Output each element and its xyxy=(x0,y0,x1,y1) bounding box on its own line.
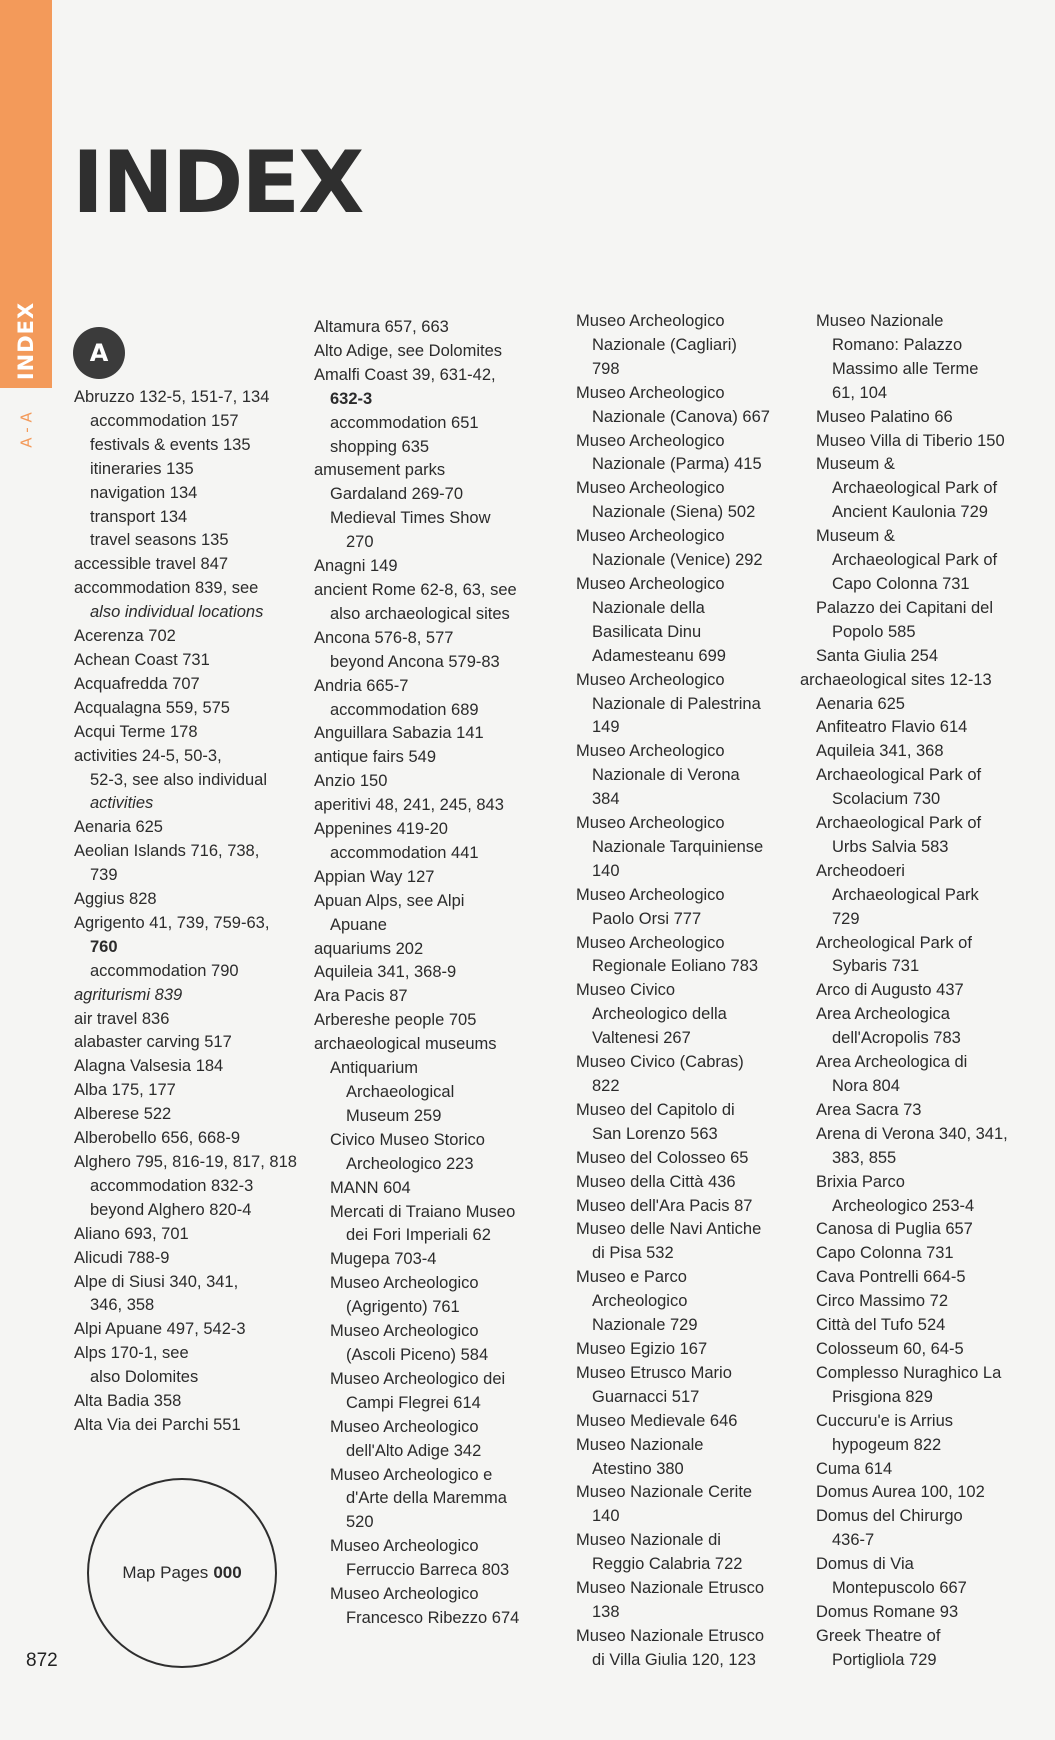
index-entry: Città del Tufo 524 xyxy=(816,1316,946,1335)
index-entry: dell'Acropolis 783 xyxy=(832,1029,961,1048)
index-entry: Apuan Alps, see Alpi xyxy=(314,891,465,910)
index-entry: 140 xyxy=(592,1507,620,1526)
index-entry: Appenines 419-20 xyxy=(314,820,448,839)
index-entry: accessible travel 847 xyxy=(74,555,229,574)
index-entry: Agrigento 41, 739, 759-63, xyxy=(74,913,270,932)
index-entry: accommodation 839, see xyxy=(74,579,259,598)
index-entry: Museo Archeologico xyxy=(576,527,725,546)
index-entry: Museo Archeologico xyxy=(576,431,725,450)
index-entry: Paolo Orsi 777 xyxy=(592,909,702,928)
index-entry: Atestino 380 xyxy=(592,1459,684,1478)
index-entry: Canosa di Puglia 657 xyxy=(816,1220,973,1239)
index-entry: Arco di Augusto 437 xyxy=(816,981,964,1000)
index-entry: Museo Archeologico xyxy=(576,670,725,689)
index-entry: (Ascoli Piceno) 584 xyxy=(346,1345,489,1364)
index-entry: accommodation 689 xyxy=(330,700,479,719)
index-entry: 798 xyxy=(592,359,620,378)
index-entry: Andria 665-7 xyxy=(314,676,409,695)
index-entry: Alba 175, 177 xyxy=(74,1081,176,1100)
index-entry: Alpe di Siusi 340, 341, xyxy=(74,1272,239,1291)
index-entry: Nazionale della xyxy=(592,598,705,617)
index-entry: 52-3, see also individual xyxy=(90,770,268,789)
index-entry: Archaeological Park of xyxy=(832,479,998,498)
index-entry: Museo Archeologico xyxy=(576,574,725,593)
index-entry: accommodation 441 xyxy=(330,843,479,862)
index-entry: Nazionale (Venice) 292 xyxy=(592,551,763,570)
map-pages-circle xyxy=(87,1478,277,1668)
index-entry: Nazionale (Canova) 667 xyxy=(592,407,770,426)
index-entry: Anguillara Sabazia 141 xyxy=(314,724,484,743)
index-entry: Romano: Palazzo xyxy=(832,335,963,354)
index-entry: Museum & xyxy=(816,527,895,546)
index-entry: 140 xyxy=(592,861,620,880)
index-entry: Aeolian Islands 716, 738, xyxy=(74,842,260,861)
index-entry: 384 xyxy=(592,790,620,809)
index-entry: Anzio 150 xyxy=(314,772,388,791)
index-entry: Francesco Ribezzo 674 xyxy=(346,1608,520,1627)
index-entry: Alps 170-1, see xyxy=(74,1344,189,1363)
index-entry: Domus di Via xyxy=(816,1555,914,1574)
index-entry: Museo Archeologico xyxy=(576,479,725,498)
index-entry: Sybaris 731 xyxy=(832,957,920,976)
index-entry: Reggio Calabria 722 xyxy=(592,1555,743,1574)
index-entry: accommodation 790 xyxy=(90,961,239,980)
index-entry: Alto Adige, see Dolomites xyxy=(314,341,503,360)
index-entry: d'Arte della Maremma xyxy=(346,1489,507,1508)
index-entry: Ancient Kaulonia 729 xyxy=(832,503,988,522)
index-entry: Nazionale (Siena) 502 xyxy=(592,503,756,522)
index-entry: Archeodoeri xyxy=(816,861,905,880)
index-entry: travel seasons 135 xyxy=(90,531,229,550)
index-entry: Brixia Parco xyxy=(816,1172,905,1191)
index-entry: Museo Nazionale xyxy=(816,312,944,330)
index-entry: Museo della Città 436 xyxy=(576,1172,736,1191)
index-entry: Museo Archeologico xyxy=(330,1274,479,1293)
index-entry: Museo Archeologico xyxy=(576,814,725,833)
index-entry: Nora 804 xyxy=(832,1077,900,1095)
index-entry: Museo Nazionale xyxy=(576,1435,704,1454)
index-entry: Museo Archeologico dei xyxy=(330,1369,506,1388)
index-entry: accommodation 651 xyxy=(330,413,479,432)
index-entry: Nazionale di Palestrina xyxy=(592,694,761,713)
index-column-3 xyxy=(576,310,770,1673)
index-entry: Domus del Chirurgo xyxy=(816,1507,963,1526)
index-entry: Guarnacci 517 xyxy=(592,1387,700,1406)
index-entry: Capo Colonna 731 xyxy=(832,574,970,593)
index-entry: Ara Pacis 87 xyxy=(314,987,408,1006)
index-entry: Nazionale 729 xyxy=(592,1316,698,1335)
index-column-2 xyxy=(314,316,519,1631)
index-entry: Gardaland 269-70 xyxy=(330,485,464,504)
index-entry: Circo Massimo 72 xyxy=(816,1292,949,1311)
index-entry: Prisgiona 829 xyxy=(832,1387,933,1406)
index-entry: Museo Archeologico xyxy=(576,312,725,330)
index-entry: Antiquarium xyxy=(330,1059,419,1078)
index-entry: air travel 836 xyxy=(74,1009,170,1028)
index-entry: Alicudi 788-9 xyxy=(74,1248,170,1267)
index-entry: Basilicata Dinu xyxy=(592,622,702,641)
index-entry: Museo Civico (Cabras) xyxy=(576,1053,744,1072)
index-entry: Colosseum 60, 64-5 xyxy=(816,1339,964,1358)
index-entry: Museo del Capitolo di xyxy=(576,1100,735,1119)
index-entry: Museo Nazionale Etrusco xyxy=(576,1579,765,1598)
index-entry: activities xyxy=(90,794,154,813)
index-entry: Archeologico xyxy=(592,1292,688,1311)
index-entry: Cuccuru'e is Arrius xyxy=(816,1411,954,1430)
index-entry: 138 xyxy=(592,1602,620,1621)
index-entry: Museo Nazionale di xyxy=(576,1531,721,1550)
index-entry: Abruzzo 132-5, 151-7, 134 xyxy=(74,388,270,406)
index-column-1 xyxy=(74,386,297,1438)
index-entry: Museo Etrusco Mario xyxy=(576,1363,732,1382)
index-entry: Massimo alle Terme xyxy=(832,359,979,378)
index-entry: Mugepa 703-4 xyxy=(330,1250,437,1269)
index-entry: Archaeological Park of xyxy=(816,814,982,833)
index-entry: Alta Badia 358 xyxy=(74,1392,182,1411)
index-entry: Acquafredda 707 xyxy=(74,674,200,693)
page-number: 872 xyxy=(26,1650,58,1671)
index-entry: Domus Aurea 100, 102 xyxy=(816,1483,985,1502)
index-entry: Aenaria 625 xyxy=(816,694,905,713)
index-entry: accommodation 157 xyxy=(90,411,239,430)
index-entry: beyond Alghero 820-4 xyxy=(90,1200,252,1219)
index-entry: Cuma 614 xyxy=(816,1459,893,1478)
index-entry: Amalfi Coast 39, 631-42, xyxy=(314,365,496,384)
index-entry: Portigliola 729 xyxy=(832,1650,937,1669)
index-entry: ancient Rome 62-8, 63, see xyxy=(314,580,517,599)
index-entry: Museo Archeologico xyxy=(330,1585,479,1604)
index-entry: Archaeological xyxy=(346,1083,455,1101)
index-entry: Apuane xyxy=(330,915,387,934)
index-entry: 149 xyxy=(592,718,620,737)
index-entry: dell'Alto Adige 342 xyxy=(346,1441,482,1460)
index-entry: Cava Pontrelli 664-5 xyxy=(816,1268,966,1287)
index-entry: Capo Colonna 731 xyxy=(816,1244,954,1263)
index-entry: Adamesteanu 699 xyxy=(592,646,726,665)
index-entry: Aquileia 341, 368-9 xyxy=(314,963,457,982)
index-entry: Achean Coast 731 xyxy=(74,650,210,669)
index-entry: Alta Via dei Parchi 551 xyxy=(74,1415,241,1434)
index-entry: 739 xyxy=(90,866,118,885)
index-entry: Museum & xyxy=(816,455,895,474)
index-entry: Aenaria 625 xyxy=(74,818,163,837)
index-entry: Archeological Park of xyxy=(816,933,972,952)
index-entry: Museo Archeologico xyxy=(576,742,725,761)
index-entry: Ancona 576-8, 577 xyxy=(314,628,454,647)
index-entry: 383, 855 xyxy=(832,1148,897,1167)
index-entry: 760 xyxy=(90,937,118,956)
index-entry: transport 134 xyxy=(90,507,188,526)
index-entry: Museo Palatino 66 xyxy=(816,407,953,426)
index-entry: festivals & events 135 xyxy=(90,435,251,454)
index-entry: Civico Museo Storico xyxy=(330,1130,485,1149)
index-entry: 270 xyxy=(346,533,374,552)
index-entry: Museo Nazionale Etrusco xyxy=(576,1626,765,1645)
letter-badge: A xyxy=(73,327,125,379)
index-entry: Nazionale Tarquiniense xyxy=(592,837,764,856)
index-entry: Museum 259 xyxy=(346,1106,442,1125)
page-title: INDEX xyxy=(72,133,363,233)
index-entry: Valtenesi 267 xyxy=(592,1029,691,1048)
index-entry: Area Archeologica di xyxy=(816,1053,968,1072)
index-entry: activities 24-5, 50-3, xyxy=(74,746,222,765)
index-entry: 436-7 xyxy=(832,1531,875,1550)
index-entry: Medieval Times Show xyxy=(330,509,491,528)
index-entry: agriturismi 839 xyxy=(74,985,183,1004)
index-entry: hypogeum 822 xyxy=(832,1435,942,1454)
index-entry: Archeologico 253-4 xyxy=(832,1196,975,1215)
index-entry: Santa Giulia 254 xyxy=(816,646,939,665)
index-entry: Alberobello 656, 668-9 xyxy=(74,1129,241,1148)
index-entry: also individual locations xyxy=(90,603,264,622)
index-entry: Alagna Valsesia 184 xyxy=(74,1057,224,1076)
map-pages-number: 000 xyxy=(213,1563,242,1582)
index-entry: Popolo 585 xyxy=(832,622,916,641)
index-column-4 xyxy=(800,310,1008,1673)
index-entry: Museo Archeologico xyxy=(576,933,725,952)
index-entry: Complesso Nuraghico La xyxy=(816,1363,1002,1382)
index-entry: di Villa Giulia 120, 123 xyxy=(592,1650,756,1669)
index-entry: Archaeological Park xyxy=(832,885,979,904)
index-entry: Museo Nazionale Cerite xyxy=(576,1483,753,1502)
index-entry: 632-3 xyxy=(330,389,373,408)
index-entry: Museo e Parco xyxy=(576,1268,687,1287)
index-entry: MANN 604 xyxy=(330,1178,411,1197)
side-tab-label: INDEX xyxy=(14,301,39,381)
index-entry: 346, 358 xyxy=(90,1296,155,1315)
map-pages-label: Map Pages xyxy=(122,1563,209,1582)
index-entry: Anfiteatro Flavio 614 xyxy=(816,718,968,737)
index-entry: amusement parks xyxy=(314,461,446,480)
index-entry: antique fairs 549 xyxy=(314,748,437,767)
index-entry: Museo Medievale 646 xyxy=(576,1411,738,1430)
index-entry: di Pisa 532 xyxy=(592,1244,674,1263)
index-entry: Alberese 522 xyxy=(74,1105,172,1124)
index-entry: Nazionale (Cagliari) xyxy=(592,335,737,354)
index-entry: Arena di Verona 340, 341, xyxy=(816,1124,1008,1143)
index-entry: also archaeological sites xyxy=(330,604,510,623)
index-entry: 61, 104 xyxy=(832,383,888,402)
index-entry: aperitivi 48, 241, 245, 843 xyxy=(314,796,504,815)
index-entry: Aggius 828 xyxy=(74,890,157,909)
index-entry: Museo Archeologico xyxy=(330,1537,479,1556)
index-entry: navigation 134 xyxy=(90,483,198,502)
index-entry: Ferruccio Barreca 803 xyxy=(346,1561,510,1580)
index-entry: Museo Villa di Tiberio 150 xyxy=(816,431,1005,450)
index-entry: Museo Archeologico xyxy=(330,1417,479,1436)
index-entry: Museo del Colosseo 65 xyxy=(576,1148,749,1167)
index-entry: Arbereshe people 705 xyxy=(314,1011,477,1030)
index-entry: Archaeological Park of xyxy=(832,551,998,570)
index-entry: Museo dell'Ara Pacis 87 xyxy=(576,1196,753,1215)
index-entry: Acqui Terme 178 xyxy=(74,722,198,741)
index-entry: beyond Ancona 579-83 xyxy=(330,652,500,671)
index-entry: Nazionale di Verona xyxy=(592,766,740,785)
index-entry: Museo Archeologico e xyxy=(330,1465,493,1484)
index-entry: 822 xyxy=(592,1077,620,1095)
index-entry: alabaster carving 517 xyxy=(74,1033,232,1052)
index-entry: Mercati di Traiano Museo xyxy=(330,1202,516,1221)
index-entry: Museo Egizio 167 xyxy=(576,1339,708,1358)
index-entry: (Agrigento) 761 xyxy=(346,1298,460,1317)
index-entry: Museo Civico xyxy=(576,981,676,1000)
index-entry: Scolacium 730 xyxy=(832,790,941,809)
index-entry: Museo Archeologico xyxy=(576,383,725,402)
side-letter-range: A - A xyxy=(18,412,37,448)
index-entry: Domus Romane 93 xyxy=(816,1602,959,1621)
index-entry: Alghero 795, 816-19, 817, 818 xyxy=(74,1153,297,1171)
index-entry: Museo Archeologico xyxy=(576,885,725,904)
index-entry: Palazzo dei Capitani del xyxy=(816,598,994,617)
index-entry: also Dolomites xyxy=(90,1368,199,1387)
index-entry: accommodation 832-3 xyxy=(90,1176,254,1195)
index-entry: aquariums 202 xyxy=(314,939,424,958)
index-entry: Alpi Apuane 497, 542-3 xyxy=(74,1320,246,1339)
index-entry: San Lorenzo 563 xyxy=(592,1124,718,1143)
index-entry: Acqualagna 559, 575 xyxy=(74,698,230,717)
index-entry: Appian Way 127 xyxy=(314,867,435,886)
index-entry: Nazionale (Parma) 415 xyxy=(592,455,762,474)
index-entry: dei Fori Imperiali 62 xyxy=(346,1226,491,1245)
index-entry: Aliano 693, 701 xyxy=(74,1224,189,1243)
index-entry: 729 xyxy=(832,909,860,928)
index-entry: archaeological sites 12-13 xyxy=(800,670,992,689)
index-entry: Acerenza 702 xyxy=(74,627,176,646)
index-entry: Museo delle Navi Antiche xyxy=(576,1220,762,1239)
index-entry: Archaeological Park of xyxy=(816,766,982,785)
index-entry: shopping 635 xyxy=(330,437,430,456)
index-entry: Urbs Salvia 583 xyxy=(832,837,949,856)
index-entry: Area Archeologica xyxy=(816,1005,950,1024)
index-entry: 520 xyxy=(346,1513,374,1532)
index-entry: Aquileia 341, 368 xyxy=(816,742,944,761)
index-entry: Campi Flegrei 614 xyxy=(346,1393,481,1412)
index-entry: itineraries 135 xyxy=(90,459,194,478)
index-entry: archaeological museums xyxy=(314,1035,497,1054)
index-entry: Greek Theatre of xyxy=(816,1626,941,1645)
index-entry: Archeologico della xyxy=(592,1005,727,1024)
index-entry: Montepuscolo 667 xyxy=(832,1579,967,1598)
index-entry: Museo Archeologico xyxy=(330,1322,479,1341)
index-entry: Altamura 657, 663 xyxy=(314,318,449,336)
index-entry: Regionale Eoliano 783 xyxy=(592,957,759,976)
index-entry: Area Sacra 73 xyxy=(816,1100,922,1119)
index-entry: Anagni 149 xyxy=(314,557,398,576)
index-entry: Archeologico 223 xyxy=(346,1154,474,1173)
